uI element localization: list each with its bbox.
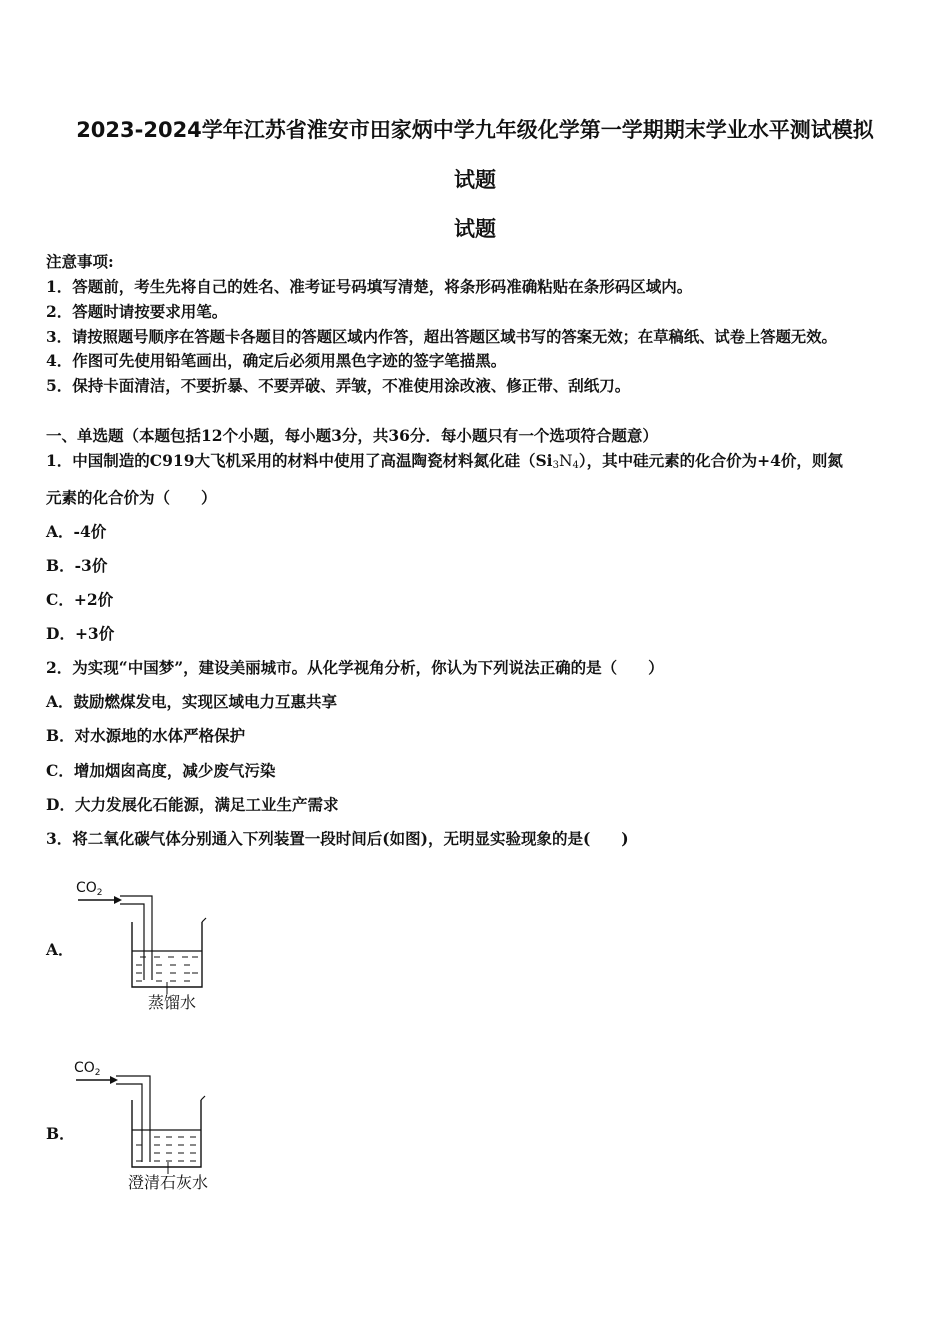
q1-stem-part1: 1．中国制造的C919大飞机采用的材料中使用了高温陶瓷材料氮化硅（Si [46, 451, 553, 470]
q1-mid: N [558, 452, 573, 470]
q1-option-b: B．-3价 [46, 556, 108, 575]
q1-sub2: 4 [572, 460, 579, 471]
fig-b-liquid-label: 澄清石灰水 [128, 1173, 209, 1192]
svg-text:CO2 [74, 1060, 101, 1078]
note-item: 4．作图可先使用铅笔画出，确定后必须用黑色字迹的签字笔描黑。 [46, 351, 507, 370]
exam-title-line2: 试题 [454, 168, 496, 192]
q1-option-d: D．+3价 [46, 624, 115, 643]
fig-b-gas: CO [74, 1060, 95, 1076]
note-item: 2．答题时请按要求用笔。 [46, 302, 228, 321]
question-1-stem [46, 451, 843, 476]
fig-a-gas-sub: 2 [96, 888, 103, 898]
q3-figure-b [70, 1052, 240, 1197]
note-item: 3．请按照题号顺序在答题卡各题目的答题区域内作答，超出答题区域书写的答案无效；在草稿纸、试卷上答题无效。 [46, 328, 837, 346]
q3-option-a-label: A． [46, 940, 74, 959]
exam-title-line3: 试题 [454, 217, 496, 241]
question-1-stem-line2: 元素的化合价为（ ） [46, 488, 217, 507]
q2-option-a: A．鼓励燃煤发电，实现区域电力互惠共享 [46, 692, 338, 711]
note-item: 1．答题前，考生先将自己的姓名、准考证号码填写清楚，将条形码准确粘贴在条形码区域内。 [46, 277, 693, 296]
svg-text:CO2 [76, 880, 103, 898]
q1-option-a: A．-4价 [46, 522, 107, 541]
fig-a-liquid-label: 蒸馏水 [148, 993, 197, 1012]
fig-b-gas-sub: 2 [94, 1068, 101, 1078]
fig-a-gas: CO [76, 880, 97, 896]
q2-option-b: B．对水源地的水体严格保护 [46, 726, 246, 745]
q3-option-b-label: B． [46, 1124, 75, 1143]
q1-option-c: C．+2价 [46, 590, 114, 609]
q1-stem-part2: ），其中硅元素的化合价为+4价，则氮 [578, 451, 843, 470]
question-3-stem: 3．将二氧化碳气体分别通入下列装置一段时间后(如图)，无明显实验现象的是( ) [46, 829, 629, 848]
exam-title-line1: 2023-2024学年江苏省淮安市田家炳中学九年级化学第一学期期末学业水平测试模拟 [76, 118, 874, 142]
q2-option-d: D．大力发展化石能源，满足工业生产需求 [46, 795, 339, 814]
note-item: 5．保持卡面清洁，不要折暴、不要弄破、弄皱，不准使用涂改液、修正带、刮纸刀。 [46, 376, 631, 395]
q1-sub1: 3 [552, 460, 559, 471]
question-2-stem: 2．为实现“中国梦”，建设美丽城市。从化学视角分析，你认为下列说法正确的是（ ） [46, 658, 664, 677]
q2-option-c: C．增加烟囱高度，减少废气污染 [46, 761, 276, 780]
notes-heading: 注意事项: [46, 252, 114, 271]
section-heading: 一、单选题（本题包括12个小题，每小题3分，共36分．每小题只有一个选项符合题意） [46, 426, 658, 445]
q3-figure-a [70, 874, 230, 1019]
